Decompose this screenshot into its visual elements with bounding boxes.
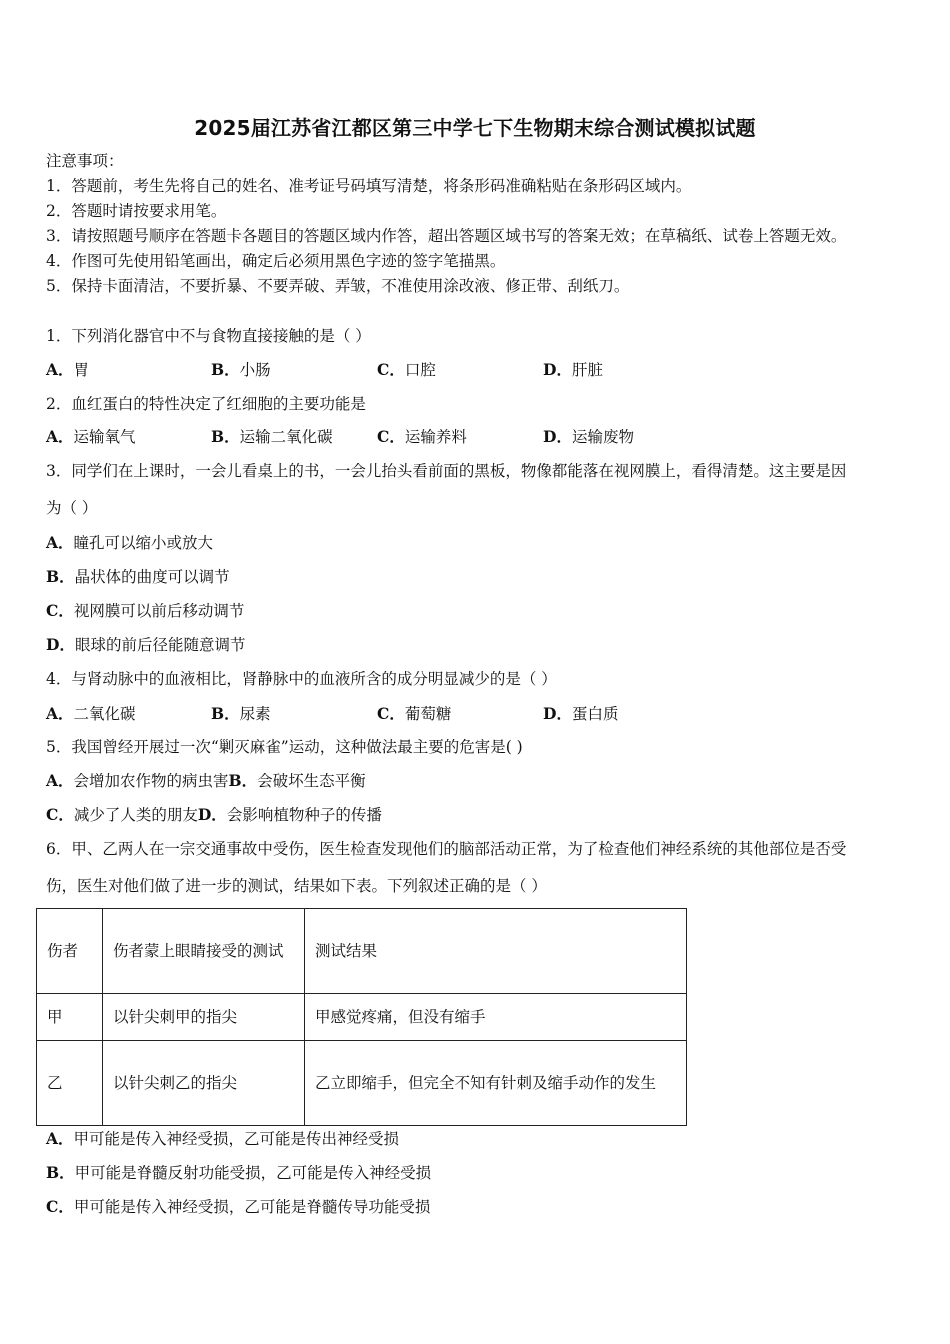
notice-item: 5．保持卡面清洁，不要折暴、不要弄破、弄皱，不准使用涂改液、修正带、刮纸刀。: [46, 277, 630, 295]
table-row: [37, 1041, 687, 1126]
notice-item: 3．请按照题号顺序在答题卡各题目的答题区域内作答，超出答题区域书写的答案无效；在草稿纸、试卷上答题无效。: [46, 227, 847, 245]
q6-option-a: A．甲可能是传入神经受损，乙可能是传出神经受损: [46, 1129, 400, 1148]
q5-option-cd: C．减少了人类的朋友D．会影响植物种子的传播: [46, 805, 382, 824]
table-cell: 甲感觉疼痛，但没有缩手: [305, 994, 687, 1041]
q1-option-a: A．胃: [46, 360, 90, 379]
q5-option-ab: A．会增加农作物的病虫害B．会破坏生态平衡: [46, 771, 366, 790]
q2-option-c: C．运输养料: [377, 427, 467, 446]
table-header-cell: 测试结果: [305, 909, 687, 994]
q6-option-c: C．甲可能是传入神经受损，乙可能是脊髓传导功能受损: [46, 1197, 431, 1216]
q2-option-a: A．运输氧气: [46, 427, 136, 446]
notice-item: 4．作图可先使用铅笔画出，确定后必须用黑色字迹的签字笔描黑。: [46, 252, 506, 270]
q3-option-b: B．晶状体的曲度可以调节: [46, 567, 230, 586]
q1-option-b: B．小肠: [211, 360, 271, 379]
notice-item: 1．答题前，考生先将自己的姓名、准考证号码填写清楚，将条形码准确粘贴在条形码区域内。: [46, 177, 692, 195]
table-cell: 乙: [37, 1041, 103, 1126]
q3-option-d: D．眼球的前后径能随意调节: [46, 635, 246, 654]
question-4-stem: 4．与肾动脉中的血液相比，肾静脉中的血液所含的成分明显减少的是（ ）: [46, 670, 557, 688]
q1-option-c: C．口腔: [377, 360, 436, 379]
question-2-stem: 2．血红蛋白的特性决定了红细胞的主要功能是: [46, 395, 366, 413]
table-cell: 以针尖刺甲的指尖: [103, 994, 305, 1041]
table-header-row: [37, 909, 687, 994]
question-5-stem: 5．我国曾经开展过一次“剿灭麻雀”运动，这种做法最主要的危害是( ): [46, 738, 523, 756]
results-table: [36, 908, 687, 1126]
q2-option-d: D．运输废物: [543, 427, 634, 446]
notice-heading: 注意事项：: [46, 152, 124, 170]
q3-option-a: A．瞳孔可以缩小或放大: [46, 533, 214, 552]
page-title: 2025届江苏省江都区第三中学七下生物期末综合测试模拟试题: [194, 116, 756, 140]
q4-option-a: A．二氧化碳: [46, 704, 136, 723]
question-6-stem-cont: 伤，医生对他们做了进一步的测试，结果如下表。下列叙述正确的是（ ）: [46, 877, 547, 895]
q2-option-b: B．运输二氧化碳: [211, 427, 333, 446]
table-row: [37, 994, 687, 1041]
table-cell: 甲: [37, 994, 103, 1041]
table-cell: 以针尖刺乙的指尖: [103, 1041, 305, 1126]
table-header-cell: 伤者蒙上眼睛接受的测试: [103, 909, 305, 994]
q4-option-d: D．蛋白质: [543, 704, 619, 723]
question-3-stem-cont: 为（ ）: [46, 499, 98, 517]
q4-option-b: B．尿素: [211, 704, 271, 723]
table-header-cell: 伤者: [37, 909, 103, 994]
table-cell: 乙立即缩手，但完全不知有针刺及缩手动作的发生: [305, 1041, 687, 1126]
q4-option-c: C．葡萄糖: [377, 704, 452, 723]
question-3-stem: 3．同学们在上课时，一会儿看桌上的书，一会儿抬头看前面的黑板，物像都能落在视网膜上，看得清楚。这主要是因: [46, 462, 847, 480]
question-1-stem: 1．下列消化器官中不与食物直接接触的是（ ）: [46, 327, 371, 345]
q6-option-b: B．甲可能是脊髓反射功能受损，乙可能是传入神经受损: [46, 1163, 432, 1182]
question-6-stem: 6．甲、乙两人在一宗交通事故中受伤，医生检查发现他们的脑部活动正常，为了检查他们神经系统的其他部位是否受: [46, 840, 847, 858]
notice-item: 2．答题时请按要求用笔。: [46, 202, 227, 220]
q1-option-d: D．肝脏: [543, 360, 603, 379]
q3-option-c: C．视网膜可以前后移动调节: [46, 601, 245, 620]
